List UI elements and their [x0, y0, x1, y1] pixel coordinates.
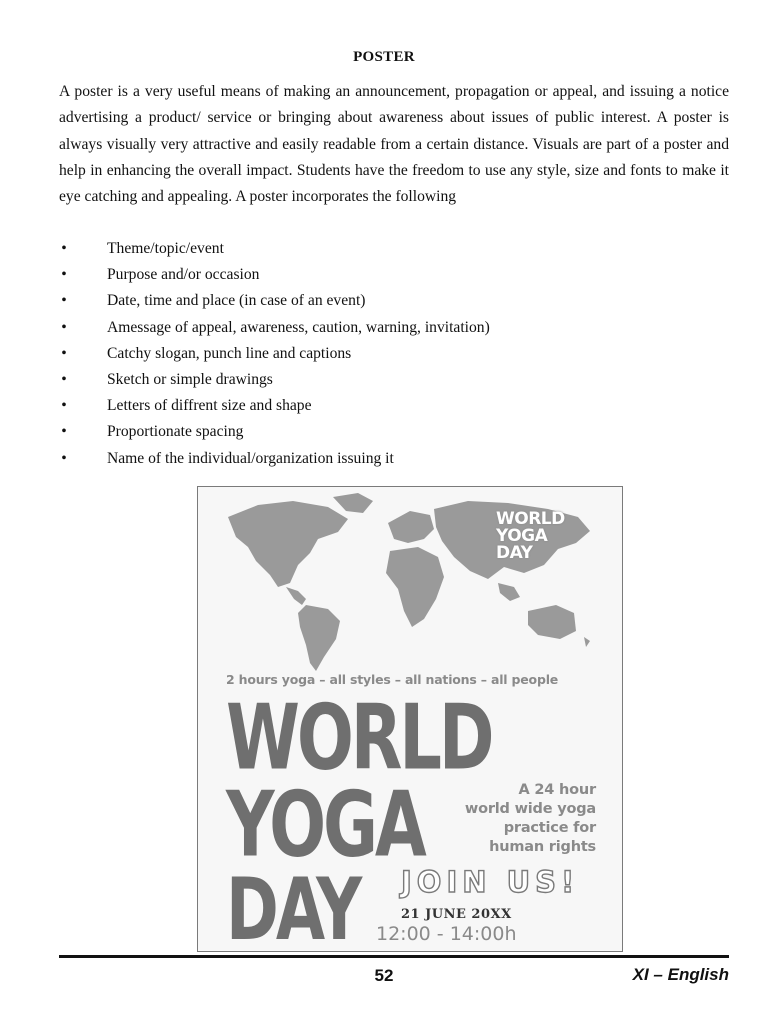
bullet-icon: •	[61, 266, 67, 284]
poster-description	[465, 781, 596, 857]
footer-divider	[59, 955, 729, 958]
page-title: POSTER	[353, 49, 415, 65]
running-title: XI – English	[632, 965, 729, 984]
list-item-text: Purpose and/or occasion	[107, 266, 260, 284]
list-item-text: Letters of diffrent size and shape	[107, 397, 312, 415]
bullet-icon: •	[61, 371, 67, 389]
description-line: A 24 hour	[518, 782, 596, 798]
list-item-text: Name of the individual/organization issuing it	[107, 449, 394, 467]
bullet-icon: •	[61, 423, 67, 441]
event-time: 12:00 - 14:00h	[376, 923, 517, 945]
list-item-text: Amessage of appeal, awareness, caution, warning, invitation)	[107, 318, 490, 336]
list-item	[59, 393, 729, 419]
description-line: world wide yoga	[464, 801, 596, 817]
poster-tagline: 2 hours yoga – all styles – all nations – all people	[226, 672, 559, 687]
list-item-text: Sketch or simple drawings	[107, 371, 273, 389]
big-title-line-2: YOGA	[226, 772, 424, 878]
bullet-icon: •	[61, 240, 67, 257]
list-item	[59, 341, 729, 367]
list-item	[59, 367, 729, 393]
list-item	[59, 446, 729, 472]
list-item	[59, 262, 729, 288]
corner-title	[496, 511, 576, 562]
join-us-text: JOIN US!	[401, 865, 580, 899]
bullet-icon: •	[61, 344, 67, 362]
description-line: human rights	[489, 839, 596, 855]
big-title-line-1: WORLD	[226, 685, 492, 791]
bullet-list	[59, 236, 729, 472]
corner-title-line: WORLD	[496, 509, 565, 529]
list-item-text: Catchy slogan, punch line and captions	[107, 344, 352, 362]
poster-image	[197, 486, 623, 952]
bullet-icon: •	[61, 318, 67, 336]
list-item-text: Theme/topic/event	[107, 240, 224, 257]
list-item	[59, 288, 729, 314]
intro-paragraph: A poster is a very useful means of making an announcement, propagation or appeal, and issuing a notice advertising a product/ service or bringing about awareness about issues of public interest. A poster is always visually very attractive and easily readable from a certain distance. Visuals are part of a poster and help in enhancing the overall impact. Students have the freedom to use any style, size and fonts to make it eye catching and appealing. A poster incorporates the following	[59, 83, 729, 206]
event-date: 21 JUNE 20XX	[401, 907, 512, 922]
bullet-icon: •	[61, 449, 67, 467]
page-number: 52	[374, 966, 394, 985]
list-item	[59, 236, 729, 262]
bullet-icon: •	[61, 292, 67, 310]
list-item-text: Proportionate spacing	[107, 423, 244, 441]
corner-title-line: YOGA	[496, 526, 548, 546]
corner-title-line: DAY	[496, 543, 533, 563]
list-item	[59, 419, 729, 445]
list-item-text: Date, time and place (in case of an event)	[107, 292, 366, 310]
description-line: practice for	[503, 820, 596, 836]
list-item	[59, 315, 729, 341]
big-title-line-3: DAY	[226, 860, 360, 952]
bullet-icon: •	[61, 397, 67, 415]
